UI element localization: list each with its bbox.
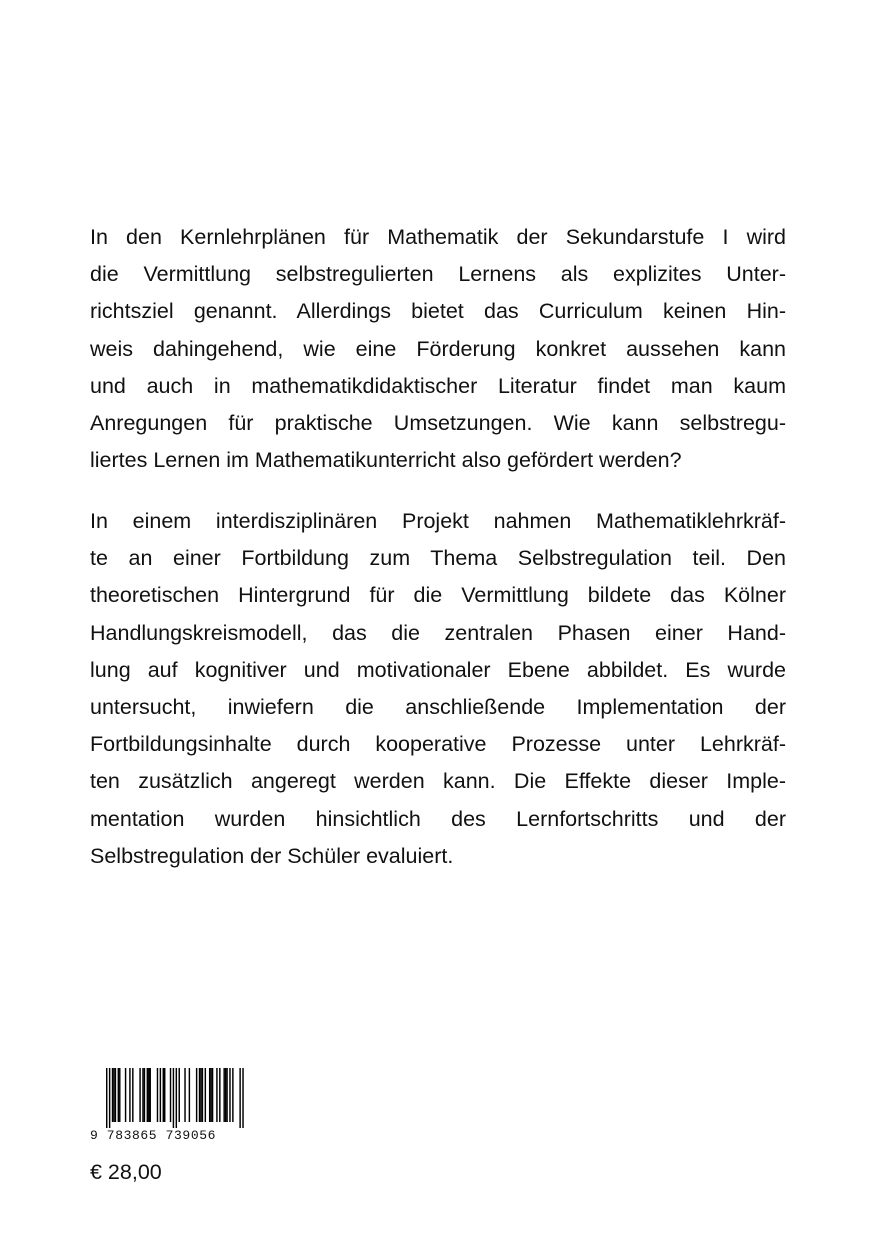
paragraph-line: ten zusätzlich angeregt werden kann. Die Effekte dieser Imple- <box>90 769 786 794</box>
paragraph-line: und auch in mathematikdidaktischer Literatur findet man kaum <box>90 373 786 398</box>
paragraph-line: theoretischen Hintergrund für die Vermittlung bildete das Kölner <box>90 583 786 608</box>
barcode-bar <box>170 1068 171 1122</box>
barcode-bar <box>200 1068 201 1122</box>
barcode-bar <box>147 1068 148 1122</box>
paragraph-line: mentation wurden hinsichtlich des Lernfortschritts und der <box>90 806 786 831</box>
barcode-bar <box>132 1068 133 1122</box>
barcode-bar <box>219 1068 220 1122</box>
barcode-bar <box>119 1068 120 1122</box>
barcode-bar <box>148 1068 149 1122</box>
barcode-bar <box>232 1068 233 1122</box>
paragraph-line: die Vermittlung selbstregulierten Lernens als explizites Unter- <box>90 262 786 287</box>
barcode-bar <box>189 1068 190 1122</box>
paragraph-line: Handlungskreismodell, das die zentralen Phasen einer Hand- <box>90 620 786 645</box>
paragraph-line: richtsziel genannt. Allerdings bietet das Curriculum keinen Hin- <box>90 299 786 324</box>
barcode-bar <box>173 1068 174 1128</box>
paragraph-line: untersucht, inwiefern die anschließende Implementation der <box>90 695 786 720</box>
barcode-bar <box>112 1068 113 1122</box>
paragraph-line: te an einer Fortbildung zum Thema Selbstregulation teil. Den <box>90 546 786 571</box>
barcode-bar <box>242 1068 243 1128</box>
barcode-bar <box>115 1068 116 1122</box>
barcode-bar <box>144 1068 145 1122</box>
barcode-bar <box>225 1068 226 1122</box>
barcode-bar <box>216 1068 217 1122</box>
barcode-bar <box>184 1068 185 1122</box>
barcode-bar <box>125 1068 126 1122</box>
isbn-barcode <box>90 1068 250 1144</box>
paragraph-line: Fortbildungsinhalte durch kooperative Prozesse unter Lehrkräf- <box>90 732 786 757</box>
barcode-bar <box>226 1068 227 1122</box>
barcode-number: 9 783865 739056 <box>90 1128 217 1143</box>
blurb-paragraph-1 <box>90 219 786 479</box>
barcode-bar <box>160 1068 161 1122</box>
barcode-bar <box>113 1068 114 1122</box>
barcode-bar <box>229 1068 230 1122</box>
barcode-bar <box>202 1068 203 1122</box>
paragraph-line: In einem interdisziplinären Projekt nahmen Mathematiklehrkräf- <box>90 509 786 533</box>
barcode-bar <box>239 1068 240 1128</box>
barcode-bar <box>157 1068 158 1122</box>
barcode-bar <box>118 1068 119 1122</box>
barcode-bars <box>106 1068 248 1128</box>
barcode-bar <box>106 1068 107 1128</box>
barcode-bar <box>199 1068 200 1122</box>
barcode-bar <box>164 1068 165 1122</box>
paragraph-line: liertes Lernen im Mathematikunterricht also gefördert werden? <box>90 448 682 473</box>
price-label: € 28,00 <box>90 1160 162 1184</box>
paragraph-line: weis dahingehend, wie eine Förderung konkret aussehen kann <box>90 336 786 361</box>
barcode-bar <box>163 1068 164 1122</box>
barcode-bar <box>150 1068 151 1122</box>
barcode-bar <box>212 1068 213 1122</box>
barcode-bar <box>129 1068 130 1122</box>
paragraph-line: Anregungen für praktische Umsetzungen. Wie kann selbstregu- <box>90 411 786 436</box>
barcode-bar <box>209 1068 210 1122</box>
barcode-bar <box>139 1068 140 1122</box>
barcode-bar <box>109 1068 110 1128</box>
barcode-bar <box>205 1068 206 1122</box>
barcode-bar <box>210 1068 211 1122</box>
paragraph-line: lung auf kognitiver und motivationaler Ebene abbildet. Es wurde <box>90 657 786 682</box>
barcode-bar <box>196 1068 197 1122</box>
barcode-bar <box>176 1068 177 1128</box>
barcode-bar <box>142 1068 143 1122</box>
blurb-paragraph-2 <box>90 503 786 875</box>
paragraph-line: Selbstregulation der Schüler evaluiert. <box>90 843 454 868</box>
paragraph-line: In den Kernlehrplänen für Mathematik der Sekundarstufe I wird <box>90 225 786 249</box>
barcode-bar <box>179 1068 180 1122</box>
barcode-bar <box>223 1068 224 1122</box>
